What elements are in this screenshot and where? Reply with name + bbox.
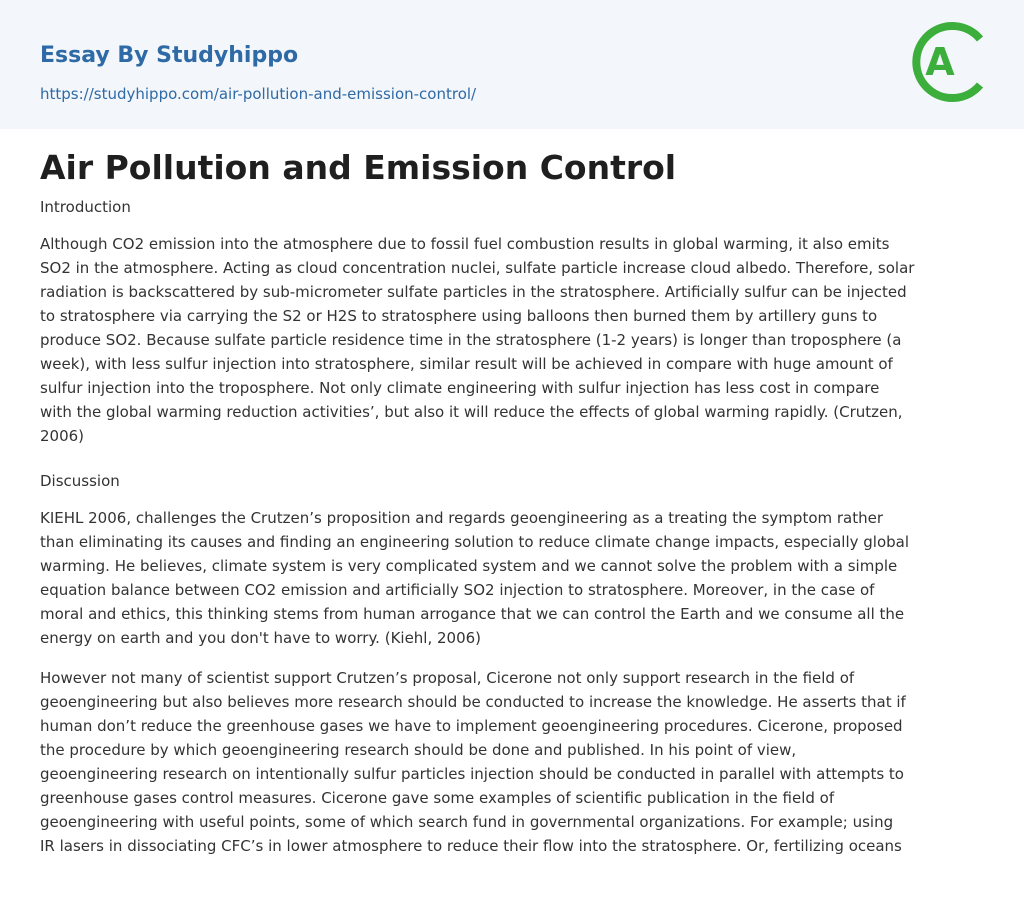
page-title: Air Pollution and Emission Control: [40, 148, 677, 187]
discussion-paragraph-2: [40, 666, 984, 858]
paragraph-line: geoengineering research on intentionally sulfur particles injection should be conducted in parallel with attempts to: [40, 765, 904, 783]
paragraph-line: human don’t reduce the greenhouse gases we have to implement geoengineering procedures. Cicerone, proposed: [40, 717, 903, 735]
paragraph-line: greenhouse gases control measures. Cicerone gave some examples of scientific publication in the field of: [40, 789, 835, 807]
logo-letter: A: [925, 40, 955, 84]
paragraph-line: equation balance between CO2 emission and artificially SO2 injection to stratosphere. Moreover, in the case of: [40, 581, 875, 599]
paragraph-line: SO2 in the atmosphere. Acting as cloud concentration nuclei, sulfate particle increase cloud albedo. Therefore, solar: [40, 259, 915, 277]
paragraph-line: warming. He believes, climate system is very complicated system and we cannot solve the problem with a simple: [40, 557, 898, 575]
paragraph-line: 2006): [40, 427, 85, 445]
paragraph-line: Although CO2 emission into the atmosphere due to fossil fuel combustion results in global warming, it also emits: [40, 235, 890, 253]
studyhippo-logo-icon[interactable]: [908, 17, 988, 107]
paragraph-line: produce SO2. Because sulfate particle residence time in the stratosphere (1-2 years) is longer than troposphere (a: [40, 331, 902, 349]
site-header: [0, 0, 1024, 129]
paragraph-line: the procedure by which geoengineering research should be done and published. In his point of view,: [40, 741, 797, 759]
paragraph-line: KIEHL 2006, challenges the Crutzen’s proposition and regards geoengineering as a treating the symptom rather: [40, 509, 884, 527]
article-content: [40, 140, 984, 858]
paragraph-line: with the global warming reduction activities’, but also it will reduce the effects of global warming rapidly. (Crutzen,: [40, 403, 903, 421]
paragraph-line: radiation is backscattered by sub-micrometer sulfate particles in the stratosphere. Artificially sulfur can be injected: [40, 283, 907, 301]
introduction-heading: Introduction: [40, 198, 131, 216]
paragraph-line: than eliminating its causes and finding an engineering solution to reduce climate change impacts, especially global: [40, 533, 910, 551]
paragraph-line: week), with less sulfur injection into stratosphere, similar result will be achieved in compare with huge amount of: [40, 355, 893, 373]
paragraph-line: to stratosphere via carrying the S2 or H2S to stratosphere using balloons then burned them by artillery guns to: [40, 307, 878, 325]
paragraph-line: IR lasers in dissociating CFC’s in lower atmosphere to reduce their flow into the stratosphere. Or, fertilizing oceans: [40, 837, 902, 855]
source-url-link[interactable]: https://studyhippo.com/air-pollution-and-emission-control/: [40, 85, 477, 103]
discussion-paragraph-1: [40, 506, 984, 650]
introduction-paragraph: [40, 232, 984, 448]
paragraph-line: geoengineering with useful points, some of which search fund in governmental organizations. For example; using: [40, 813, 894, 831]
paragraph-line: sulfur injection into the troposphere. Not only climate engineering with sulfur injection has less cost in compare: [40, 379, 880, 397]
paragraph-line: moral and ethics, this thinking stems from human arrogance that we can control the Earth and we consume all the: [40, 605, 905, 623]
brand-title[interactable]: Essay By Studyhippo: [40, 43, 299, 68]
paragraph-line: energy on earth and you don't have to worry. (Kiehl, 2006): [40, 629, 482, 647]
paragraph-line: geoengineering but also believes more research should be conducted to increase the knowledge. He asserts that if: [40, 693, 906, 711]
discussion-heading: Discussion: [40, 472, 120, 490]
paragraph-line: However not many of scientist support Crutzen’s proposal, Cicerone not only support research in the field of: [40, 669, 855, 687]
